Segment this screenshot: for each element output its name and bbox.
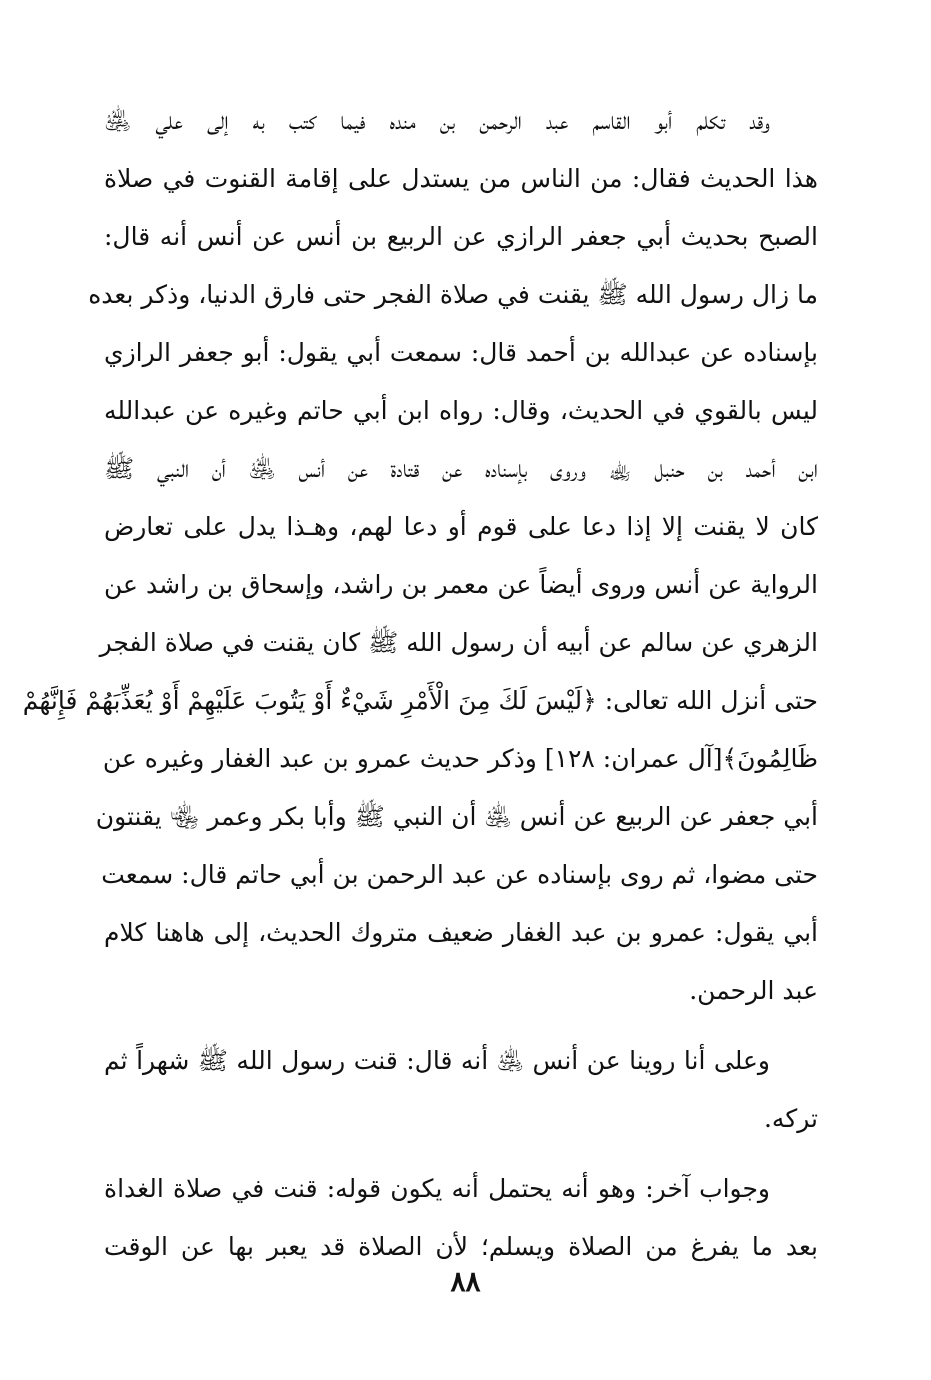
text-line: الرواية عن أنس وروى أيضاً عن معمر بن راشد، وإسحاق بن راشد عن	[104, 570, 818, 599]
text-line: أبي يقول: عمرو بن عبد الغفار ضعيف متروك الحديث، إلى هاهنا كلام	[104, 918, 818, 947]
text-line: الصبح بحديث أبي جعفر الرازي عن الربيع بن أنس عن أنس أنه قال:	[104, 222, 818, 251]
text-line: وجواب آخر: وهو أنه يحتمل أنه يكون قوله: قنت في صلاة الغداة	[104, 1174, 770, 1203]
text-line: ابن أحمد بن حنبل ﵀ وروى بإسناده عن قتادة عن أنس ﵁ أن النبي ﷺ	[104, 454, 818, 483]
text-line: ما زال رسول الله ﷺ يقنت في صلاة الفجر حتى فارق الدنيا، وذكر بعده	[88, 280, 818, 309]
paragraph-2	[104, 1032, 818, 1148]
text-line: بعد ما يفرغ من الصلاة ويسلم؛ لأن الصلاة قد يعبر بها عن الوقت	[104, 1232, 818, 1261]
text-line: تركه.	[763, 1104, 818, 1133]
text-line: الزهري عن سالم عن أبيه أن رسول الله ﷺ كان يقنت في صلاة الفجر	[99, 628, 818, 657]
text-line: ظَالِمُونَ﴾[آل عمران: ١٢٨] وذكر حديث عمرو بن عبد الغفار وغيره عن	[102, 744, 818, 773]
text-line: كان لا يقنت إلا إذا دعا على قوم أو دعا لهم، وهـذا يدل على تعارض	[104, 512, 818, 541]
paragraph-3	[104, 1160, 818, 1276]
quran-verse-line: حتى أنزل الله تعالى: ﴿لَيْسَ لَكَ مِنَ الْأَمْرِ شَيْءٌ أَوْ يَتُوبَ عَلَيْهِمْ أَوْ يُعَذِّبَهُمْ فَإِنَّهُمْ	[22, 686, 818, 715]
text-line: بإسناده عن عبدالله بن أحمد قال: سمعت أبي يقول: أبو جعفر الرازي	[104, 338, 818, 367]
text-line: عبد الرحمن.	[689, 976, 818, 1005]
text-line: أبي جعفر عن الربيع عن أنس ﵁ أن النبي ﷺ وأبا بكر وعمر ﵄ يقنتون	[95, 802, 818, 831]
page-number: ٨٨	[450, 1265, 481, 1298]
paragraph-1	[22, 92, 818, 1020]
text-line: ليس بالقوي في الحديث، وقال: رواه ابن أبي حاتم وغيره عن عبدالله	[104, 396, 818, 425]
body-text	[22, 92, 818, 1276]
text-line: هذا الحديث فقال: من الناس من يستدل على إقامة القنوت في صلاة	[104, 164, 818, 193]
text-line: وعلى أنا روينا عن أنس ﵁ أنه قال: قنت رسول الله ﷺ شهراً ثم	[104, 1046, 770, 1075]
text-line: حتى مضوا، ثم روى بإسناده عن عبد الرحمن بن أبي حاتم قال: سمعت	[101, 860, 818, 889]
text-line: وقد تكلم أبو القاسم عبد الرحمن بن منده فيما كتب به إلى علي ﵁	[104, 106, 770, 135]
